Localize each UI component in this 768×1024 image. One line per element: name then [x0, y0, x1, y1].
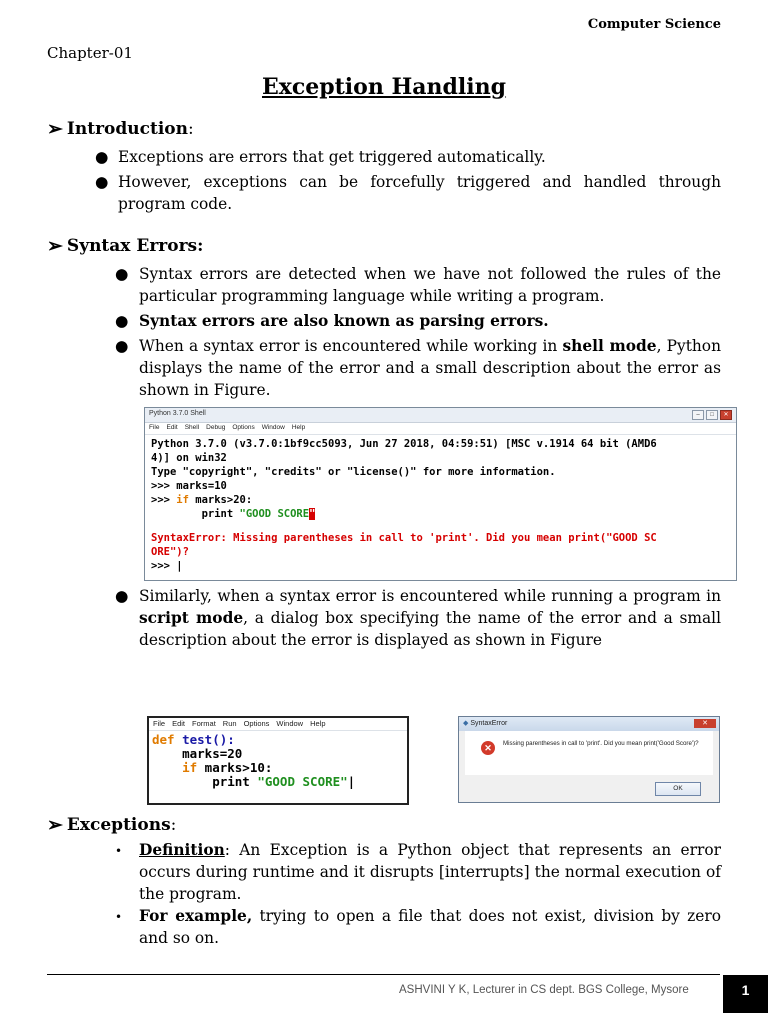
footer-text: ASHVINI Y K, Lecturer in CS dept. BGS College, Mysore [399, 984, 689, 996]
bullet-text-pre: Similarly, when a syntax error is encountered while running a program in [139, 587, 721, 605]
title-text: Exception Handling [261, 74, 507, 100]
bullet-icon: • [115, 910, 123, 924]
maximize-icon: □ [706, 410, 718, 420]
footer-rule [47, 974, 720, 975]
menu-item: Shell [184, 424, 200, 431]
page-title [0, 74, 768, 100]
section-heading: Introduction [66, 119, 188, 139]
code-line [151, 507, 730, 521]
list-item [95, 171, 721, 215]
menu-item: Window [261, 424, 285, 431]
section-introduction [47, 118, 194, 140]
dialog-body [465, 731, 713, 775]
bullet-text: Syntax errors are detected when we have not followed the rules of the particular programming language while writing a program. [139, 265, 721, 305]
bullet-icon: ● [115, 312, 129, 330]
menu-item: File [149, 424, 160, 431]
menu-item: Options [243, 719, 270, 728]
bullet-icon: • [115, 844, 123, 858]
menu-item: Options [232, 424, 255, 431]
error-icon: ✕ [481, 741, 495, 755]
text-cursor: | [347, 774, 356, 789]
code-line [151, 493, 730, 507]
string-literal: "GOOD SCORE" [257, 774, 348, 789]
minimize-icon: – [692, 410, 704, 420]
section-syntax-errors [47, 235, 203, 257]
list-item [95, 146, 721, 168]
section-heading: Syntax Errors: [66, 236, 204, 256]
error-dialog-screenshot [458, 716, 720, 803]
bullet-text-post: , Python displays the name of the error and a small description about the error as shown in Figure. [139, 337, 721, 399]
code-text: test(): [174, 732, 235, 747]
heading-colon: : [170, 815, 177, 835]
bullet-text-bold: shell mode [562, 337, 657, 355]
menu-bar [145, 423, 736, 435]
list-item [115, 585, 721, 651]
script-code [149, 731, 407, 791]
code-line: marks=20 [152, 746, 243, 761]
error-line: SyntaxError: Missing parentheses in call to 'print'. Did you mean print("GOOD SC [151, 532, 657, 544]
arrow-bullet-icon: ➢ [47, 235, 63, 257]
arrow-bullet-icon: ➢ [47, 814, 63, 836]
keyword: if [152, 760, 198, 775]
bullet-icon: ● [115, 587, 129, 605]
list-item [115, 263, 721, 307]
bullet-icon: ● [95, 173, 109, 191]
keyword: def [152, 732, 175, 747]
bullet-icon: ● [115, 337, 129, 355]
window-title: Python 3.7.0 Shell [149, 410, 206, 417]
bullet-text: : An Exception is a Python object that represents an error occurs during runtime and it disrupts [interrupts] the normal execution of the program. [139, 841, 721, 903]
menu-item: Edit [172, 719, 186, 728]
code-line [152, 733, 404, 747]
code-line: Python 3.7.0 (v3.7.0:1bf9cc5093, Jun 27 2018, 04:59:51) [MSC v.1914 64 bit (AMD6 [151, 438, 657, 450]
list-item [115, 335, 721, 401]
menu-item: Help [310, 719, 326, 728]
dialog-message: Missing parentheses in call to 'print'. Did you mean print('Good Score')? [503, 740, 699, 747]
error-highlight: " [309, 508, 316, 520]
list-item [115, 905, 721, 949]
shell-output [145, 435, 736, 575]
bullet-text: However, exceptions can be forcefully triggered and handled through program code. [118, 173, 721, 213]
menu-bar [149, 718, 407, 731]
close-icon: ✕ [694, 719, 716, 728]
bullet-icon: ● [95, 148, 109, 166]
code-line: Type "copyright", "credits" or "license()" for more information. [151, 466, 556, 478]
bullet-text: Exceptions are errors that get triggered automatically. [118, 148, 546, 166]
bullet-text-post: , a dialog box specifying the name of the error and a small description about the error is displayed as shown in Figure [139, 609, 721, 649]
close-icon: ✕ [720, 410, 732, 420]
window-controls [692, 410, 732, 420]
bullet-text-pre: When a syntax error is encountered while working in [139, 337, 563, 355]
code-text: print [151, 508, 240, 520]
code-text: marks>10: [197, 760, 273, 775]
section-heading: Exceptions [66, 815, 171, 835]
code-text: print [152, 774, 258, 789]
list-item [115, 839, 721, 905]
code-line: >>> | [151, 560, 183, 572]
bullet-icon: ● [115, 265, 129, 283]
menu-item: Help [291, 424, 306, 431]
window-titlebar [145, 408, 736, 423]
bullet-text: Syntax errors are also known as parsing errors. [139, 312, 549, 330]
menu-item: Format [192, 719, 216, 728]
bullet-text-bold: script mode [139, 609, 244, 627]
menu-item: Run [222, 719, 237, 728]
bullet-text: trying to open a file that does not exist, division by zero and so on. [139, 907, 721, 947]
keyword: if [176, 494, 189, 506]
dialog-titlebar [459, 717, 719, 731]
definition-label: Definition [139, 841, 225, 859]
menu-item: File [153, 719, 166, 728]
shell-window-screenshot [144, 407, 737, 581]
list-item [115, 310, 721, 332]
heading-colon: : [188, 119, 194, 139]
code-text: marks>20: [188, 494, 253, 506]
menu-item: Window [276, 719, 304, 728]
page-number: 1 [723, 975, 768, 1013]
code-line [152, 775, 404, 789]
script-window-screenshot [147, 716, 409, 805]
section-exceptions [47, 814, 176, 836]
code-line: 4)] on win32 [151, 452, 227, 464]
chapter-label: Chapter-01 [47, 44, 133, 62]
python-icon: ◆ [463, 720, 469, 727]
example-label: For example, [139, 907, 253, 925]
prompt: >>> [151, 494, 177, 506]
menu-item: Edit [166, 424, 178, 431]
menu-item: Debug [206, 424, 226, 431]
code-line: >>> marks=10 [151, 480, 227, 492]
string-literal: "GOOD SCORE [239, 508, 310, 520]
code-line [152, 761, 404, 775]
dialog-title: SyntaxError [470, 720, 508, 727]
error-line: ORE")? [151, 546, 189, 558]
ok-button: OK [655, 782, 701, 796]
arrow-bullet-icon: ➢ [47, 118, 63, 140]
header-subject: Computer Science [587, 17, 721, 32]
